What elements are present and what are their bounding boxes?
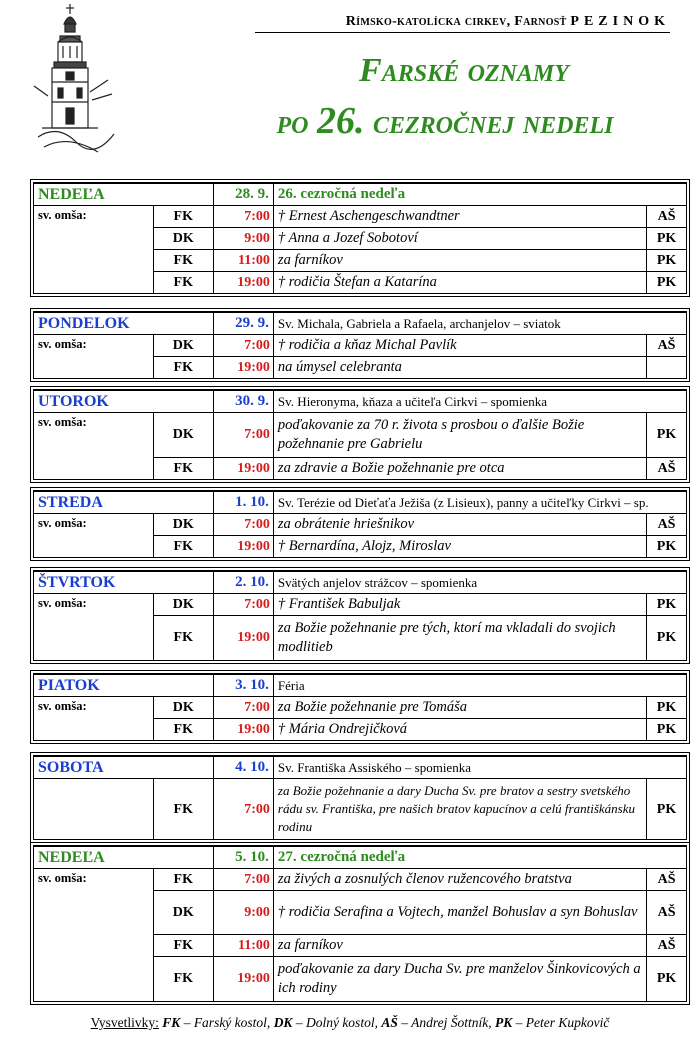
priest-code xyxy=(647,357,686,379)
mass-intention: za farníkov xyxy=(273,250,646,272)
day-name: NEDEĽA xyxy=(34,847,213,869)
mass-intention: za Božie požehnanie pre tých, ktorí ma vkladali do svojich modlitieb xyxy=(273,616,646,660)
legend-abbr: FK xyxy=(162,1015,181,1030)
church-code: FK xyxy=(153,457,213,479)
mass-intention: za obrátenie hriešnikov xyxy=(273,514,646,536)
day-feast: Sv. Terézie od Dieťaťa Ježiša (z Lisieux), panny a učiteľky Cirkvi – sp. xyxy=(273,492,686,514)
day-header-row xyxy=(34,184,686,206)
mass-intention: † rodičia a kňaz Michal Pavlík xyxy=(273,335,646,357)
mass-time: 19:00 xyxy=(213,616,273,660)
mass-intention: na úmysel celebranta xyxy=(273,357,646,379)
mass-time: 7:00 xyxy=(213,413,273,458)
day-feast: Sv. Františka Assiského – spomienka xyxy=(273,757,686,779)
day-date: 3. 10. xyxy=(213,675,273,697)
mass-intention: za Božie požehnanie pre Tomáša xyxy=(273,697,646,719)
day-date: 30. 9. xyxy=(213,391,273,413)
church-code: FK xyxy=(153,869,213,891)
day-date: 28. 9. xyxy=(213,184,273,206)
church-code: FK xyxy=(153,272,213,294)
mass-row xyxy=(34,891,686,935)
mass-row xyxy=(34,228,686,250)
church-code: FK xyxy=(153,357,213,379)
mass-time: 7:00 xyxy=(213,335,273,357)
priest-code: AŠ xyxy=(647,869,686,891)
mass-intention: † František Babuljak xyxy=(273,594,646,616)
mass-time: 9:00 xyxy=(213,891,273,935)
church-code: FK xyxy=(153,779,213,840)
mass-intention: † Mária Ondrejičková xyxy=(273,719,646,741)
parish-label: Farnosť xyxy=(514,14,571,29)
mass-label: sv. omša: xyxy=(34,697,153,719)
mass-row xyxy=(34,935,686,957)
day-header-row xyxy=(34,391,686,413)
mass-intention: za zdravie a Božie požehnanie pre otca xyxy=(273,457,646,479)
mass-time: 19:00 xyxy=(213,719,273,741)
day-block xyxy=(33,673,687,741)
mass-intention: za živých a zosnulých členov ružencového bratstva xyxy=(273,869,646,891)
priest-code: AŠ xyxy=(647,891,686,935)
mass-intention: za Božie požehnanie a dary Ducha Sv. pre bratov a sestry svetského rádu sv. Františka, pre našich bratov kapucínov a celú františkánsku rodinu xyxy=(273,779,646,840)
legend-desc: – Farský kostol, xyxy=(180,1015,274,1030)
day-name: UTOROK xyxy=(34,391,213,413)
day-name: SOBOTA xyxy=(34,757,213,779)
priest-code: PK xyxy=(647,536,686,558)
mass-row xyxy=(34,250,686,272)
church-code: FK xyxy=(153,719,213,741)
day-name: ŠTVRTOK xyxy=(34,572,213,594)
day-block xyxy=(33,490,687,558)
mass-row xyxy=(34,616,686,660)
priest-code: PK xyxy=(647,697,686,719)
parish-church: Rímsko-katolícka cirkev, xyxy=(345,14,515,29)
mass-row xyxy=(34,536,686,558)
day-date: 1. 10. xyxy=(213,492,273,514)
day-feast: Sv. Hieronyma, kňaza a učiteľa Cirkvi – spomienka xyxy=(273,391,686,413)
mass-row xyxy=(34,514,686,536)
day-block xyxy=(33,755,687,840)
mass-label-empty xyxy=(34,616,153,660)
mass-time: 7:00 xyxy=(213,779,273,840)
day-header-row xyxy=(34,757,686,779)
day-date: 29. 9. xyxy=(213,313,273,335)
legend xyxy=(0,1015,700,1031)
mass-row xyxy=(34,719,686,741)
priest-code: PK xyxy=(647,779,686,840)
mass-time: 7:00 xyxy=(213,594,273,616)
church-code: DK xyxy=(153,228,213,250)
church-code: DK xyxy=(153,697,213,719)
legend-desc: – Peter Kupkovič xyxy=(512,1015,610,1030)
day-name: PONDELOK xyxy=(34,313,213,335)
mass-row xyxy=(34,413,686,458)
mass-row xyxy=(34,272,686,294)
church-code: DK xyxy=(153,514,213,536)
mass-label-empty xyxy=(34,891,153,935)
mass-time: 19:00 xyxy=(213,536,273,558)
mass-time: 9:00 xyxy=(213,228,273,250)
mass-label-empty xyxy=(34,719,153,741)
mass-label-empty xyxy=(34,935,153,957)
day-date: 4. 10. xyxy=(213,757,273,779)
church-code: FK xyxy=(153,206,213,228)
mass-intention: poďakovanie za dary Ducha Sv. pre manželov Šinkovicových a ich rodiny xyxy=(273,957,646,1001)
mass-label-empty xyxy=(34,250,153,272)
page-title: Farské oznamy xyxy=(359,52,569,89)
day-name: STREDA xyxy=(34,492,213,514)
church-code: DK xyxy=(153,335,213,357)
church-code: DK xyxy=(153,594,213,616)
day-header-row xyxy=(34,572,686,594)
priest-code: AŠ xyxy=(647,514,686,536)
day-feast: Féria xyxy=(273,675,686,697)
mass-time: 19:00 xyxy=(213,357,273,379)
mass-row xyxy=(34,457,686,479)
mass-time: 11:00 xyxy=(213,935,273,957)
day-name: NEDEĽA xyxy=(34,184,213,206)
mass-row xyxy=(34,357,686,379)
priest-code: PK xyxy=(647,272,686,294)
day-feast: 26. cezročná nedeľa xyxy=(273,184,686,206)
mass-intention: † Bernardína, Alojz, Miroslav xyxy=(273,536,646,558)
legend-items xyxy=(162,1015,609,1030)
church-tower-logo xyxy=(28,2,118,162)
church-code: FK xyxy=(153,616,213,660)
mass-intention: † Anna a Jozef Sobotoví xyxy=(273,228,646,250)
mass-row xyxy=(34,594,686,616)
day-feast: Svätých anjelov strážcov – spomienka xyxy=(273,572,686,594)
day-header-row xyxy=(34,492,686,514)
mass-label-empty xyxy=(34,272,153,294)
day-feast: Sv. Michala, Gabriela a Rafaela, archanjelov – sviatok xyxy=(273,313,686,335)
legend-desc: – Dolný kostol, xyxy=(292,1015,382,1030)
mass-row xyxy=(34,206,686,228)
legend-desc: – Andrej Šottník, xyxy=(397,1015,495,1030)
subtitle-post: cezročnej nedeli xyxy=(364,104,614,141)
mass-label xyxy=(34,779,153,840)
mass-time: 19:00 xyxy=(213,272,273,294)
mass-time: 7:00 xyxy=(213,514,273,536)
mass-time: 7:00 xyxy=(213,206,273,228)
priest-code: PK xyxy=(647,719,686,741)
mass-intention: za farníkov xyxy=(273,935,646,957)
priest-code: AŠ xyxy=(647,335,686,357)
day-block xyxy=(33,389,687,480)
church-code: FK xyxy=(153,957,213,1001)
mass-time: 11:00 xyxy=(213,250,273,272)
priest-code: PK xyxy=(647,413,686,458)
priest-code: AŠ xyxy=(647,206,686,228)
day-block xyxy=(33,570,687,661)
mass-label-empty xyxy=(34,457,153,479)
parish-header xyxy=(255,14,670,33)
mass-time: 7:00 xyxy=(213,697,273,719)
church-code: FK xyxy=(153,250,213,272)
legend-abbr: PK xyxy=(494,1015,513,1030)
mass-label: sv. omša: xyxy=(34,594,153,616)
mass-label-empty xyxy=(34,536,153,558)
legend-abbr: AŠ xyxy=(381,1015,398,1030)
day-date: 5. 10. xyxy=(213,847,273,869)
mass-row xyxy=(34,869,686,891)
mass-row xyxy=(34,957,686,1001)
day-name: PIATOK xyxy=(34,675,213,697)
day-date: 2. 10. xyxy=(213,572,273,594)
subtitle-pre: po xyxy=(276,104,317,141)
mass-label: sv. omša: xyxy=(34,514,153,536)
mass-intention: † rodičia Serafina a Vojtech, manžel Bohuslav a syn Bohuslav xyxy=(273,891,646,935)
priest-code: PK xyxy=(647,594,686,616)
mass-intention: † rodičia Štefan a Katarína xyxy=(273,272,646,294)
page-subtitle xyxy=(205,99,685,143)
day-block xyxy=(33,182,687,294)
priest-code: PK xyxy=(647,616,686,660)
day-header-row xyxy=(34,675,686,697)
priest-code: PK xyxy=(647,250,686,272)
mass-time: 19:00 xyxy=(213,957,273,1001)
mass-row xyxy=(34,335,686,357)
church-code: FK xyxy=(153,536,213,558)
priest-code: PK xyxy=(647,957,686,1001)
mass-label: sv. omša: xyxy=(34,206,153,228)
day-block xyxy=(33,311,687,379)
parish-town: PEZINOK xyxy=(570,14,670,29)
mass-label: sv. omša: xyxy=(34,413,153,458)
legend-abbr: DK xyxy=(273,1015,293,1030)
day-feast: 27. cezročná nedeľa xyxy=(273,847,686,869)
day-header-row xyxy=(34,847,686,869)
mass-label-empty xyxy=(34,357,153,379)
day-header-row xyxy=(34,313,686,335)
mass-time: 19:00 xyxy=(213,457,273,479)
mass-row xyxy=(34,697,686,719)
mass-label-empty xyxy=(34,957,153,1001)
priest-code: AŠ xyxy=(647,935,686,957)
legend-label: Vysvetlivky: xyxy=(90,1015,159,1030)
church-code: FK xyxy=(153,935,213,957)
mass-time: 7:00 xyxy=(213,869,273,891)
mass-label-empty xyxy=(34,228,153,250)
priest-code: AŠ xyxy=(647,457,686,479)
day-block xyxy=(33,845,687,1002)
mass-row xyxy=(34,779,686,840)
mass-label: sv. omša: xyxy=(34,335,153,357)
mass-intention: † Ernest Aschengeschwandtner xyxy=(273,206,646,228)
church-code: DK xyxy=(153,891,213,935)
church-code: DK xyxy=(153,413,213,458)
mass-label: sv. omša: xyxy=(34,869,153,891)
mass-intention: poďakovanie za 70 r. života s prosbou o ďalšie Božie požehnanie pre Gabrielu xyxy=(273,413,646,458)
subtitle-number: 26. xyxy=(316,100,365,142)
priest-code: PK xyxy=(647,228,686,250)
